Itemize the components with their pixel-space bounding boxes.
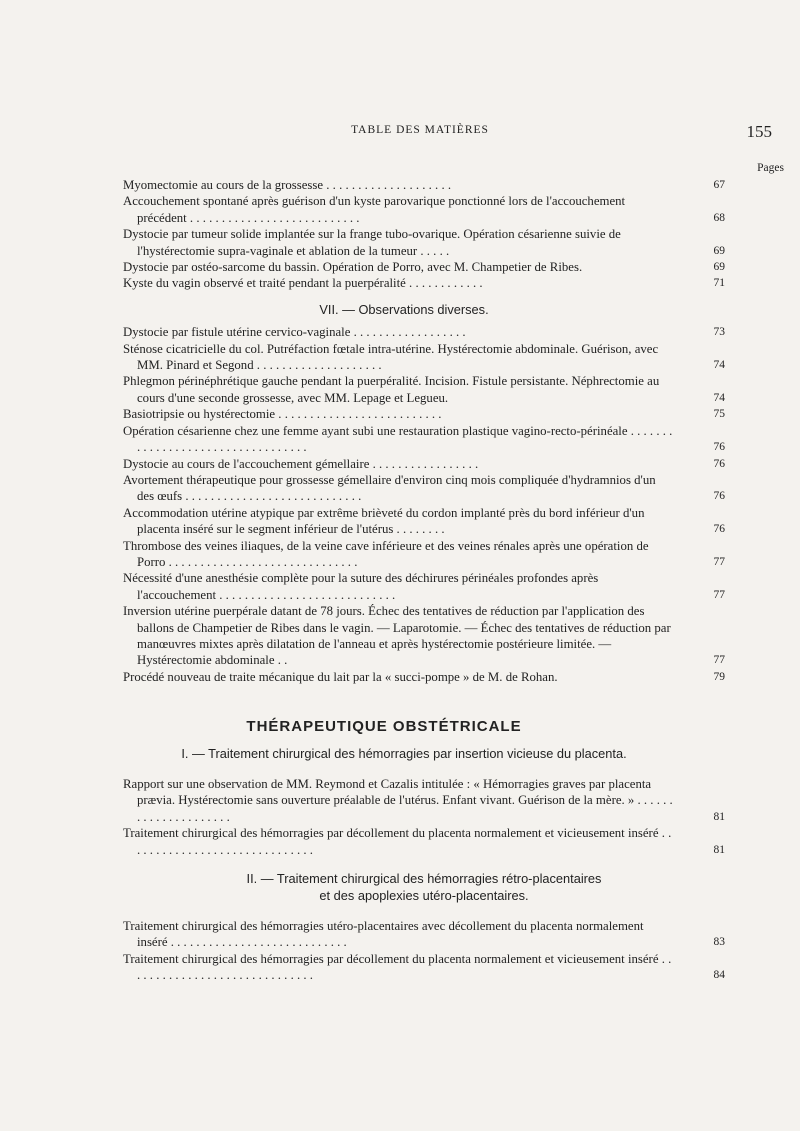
toc-entry-text: Opération césarienne chez une femme ayant subi une restauration plastique vagino-recto-périnéale . . . . . . . . . . . . . . . . . . . . . . . . . . . . . . . . . . (123, 423, 673, 455)
toc-entry (123, 406, 725, 422)
toc-entry-page: 77 (713, 588, 725, 601)
toc-entry-page: 76 (713, 523, 725, 536)
toc-entry-page: 71 (713, 277, 725, 290)
toc-entry-text: Basiotripsie ou hystérectomie . . . . . . . . . . . . . . . . . . . . . . . . . . (123, 407, 442, 422)
spacer (123, 768, 725, 776)
toc-entry-text: Traitement chirurgical des hémorragies par décollement du placenta normalement et vicieusement inséré . . . . . . . . . . . . . . . . . . . . . . . . . . . . . . (123, 951, 672, 983)
toc-entry-page: 67 (713, 179, 725, 191)
section-heading-ii-line2: et des apoplexies utéro-placentaires. (319, 888, 529, 904)
toc-entry-text: Dystocie au cours de l'accouchement gémellaire . . . . . . . . . . . . . . . . . (123, 456, 479, 471)
toc-entry-page: 84 (713, 969, 725, 982)
toc-entry-page: 81 (713, 843, 725, 856)
pages-column-label: Pages (757, 162, 784, 174)
toc-group-i (123, 776, 725, 858)
toc-entry-page: 73 (713, 326, 725, 339)
toc-group-1 (123, 177, 725, 292)
toc-content (123, 177, 725, 984)
toc-group-ii (123, 918, 725, 984)
toc-entry (123, 226, 725, 259)
toc-entry-page: 75 (713, 408, 725, 421)
toc-group-vii (123, 324, 725, 685)
toc-entry (123, 259, 725, 275)
toc-entry-text: Traitement chirurgical des hémorragies par décollement du placenta normalement et vicieusement inséré . . . . . . . . . . . . . . . . . . . . . . . . . . . . . . (123, 826, 672, 857)
toc-entry-text: Inversion utérine puerpérale datant de 78 jours. Échec des tentatives de réduction par l'application des ballons de Champetier de Ribes dans le vagin. — Laparotomie. — Échec des tentatives de réduction par manœuvres mixtes après dilatation de l'anneau et après hystérectomie postérieure limitée. — Hystérectomie abdominale . . (123, 604, 671, 668)
toc-entry-text: Traitement chirurgical des hémorragies utéro-placentaires avec décollement du placenta normalement inséré . . . . . . . . . . . . . . . . . . . . . . . . . . . . (123, 919, 644, 950)
toc-entry-page: 76 (713, 441, 725, 454)
toc-entry-text: Phlegmon périnéphrétique gauche pendant la puerpéralité. Incision. Fistule persistante. Néphrectomie au cours d'une seconde grossesse, avec MM. Lepage et Legueu. (123, 374, 660, 405)
toc-entry (123, 324, 725, 340)
toc-entry (123, 193, 725, 226)
toc-entry-page: 74 (713, 359, 725, 372)
toc-entry-page: 81 (713, 810, 725, 823)
toc-entry-text: Dystocie par ostéo-sarcome du bassin. Opération de Porro, avec M. Champetier de Ribes. (123, 260, 583, 275)
section-heading-ii-line1: II. — Traitement chirurgical des hémorragies rétro-placentaires (246, 871, 602, 887)
part-title: THÉRAPEUTIQUE OBSTÉTRICALE (246, 718, 522, 736)
toc-entry-text: Avortement thérapeutique pour grossesse gémellaire d'environ cinq mois compliquée d'hydramnios d'un des œufs . . . . . . . . . . . . . . . . . . . . . . . . . . . . (123, 472, 656, 504)
toc-entry (123, 423, 725, 456)
toc-entry-text: Nécessité d'une anesthésie complète pour la suture des déchirures périnéales profondes après l'accouchement . . . . . . . . . . . . . . . . . . . . . . . . . . . . (123, 571, 599, 602)
section-heading-vii: VII. — Observations diverses. (319, 301, 489, 317)
running-head (0, 122, 800, 142)
toc-entry-page: 69 (713, 244, 725, 257)
toc-entry-text: Accommodation utérine atypique par extrême brièveté du cordon implanté près du bord inférieur d'un placenta inséré sur le segment inférieur de l'utérus . . . . . . . . (123, 505, 645, 537)
toc-entry (123, 825, 725, 858)
toc-entry-page: 77 (713, 654, 725, 667)
toc-entry (123, 538, 725, 571)
toc-entry-text: Thrombose des veines iliaques, de la veine cave inférieure et des veines rénales après une opération de Porro . . . . . . . . . . . . . . . . . . . . . . . . . . . . . . (123, 538, 649, 569)
toc-entry-text: Procédé nouveau de traite mécanique du lait par la « succi-pompe » de M. de Rohan. (123, 669, 558, 684)
toc-entry (123, 669, 725, 685)
toc-entry (123, 918, 725, 951)
toc-entry-page: 79 (713, 670, 725, 683)
toc-entry-text: Myomectomie au cours de la grossesse . . . . . . . . . . . . . . . . . . . . (123, 178, 452, 192)
toc-entry-text: Accouchement spontané après guérison d'un kyste parovarique ponctionné lors de l'accouchement précédent . . . . . . . . . . . . . . . . . . . . . . . . . . . (123, 194, 626, 225)
toc-entry-page: 76 (713, 490, 725, 503)
page-number: 155 (746, 122, 772, 141)
toc-entry-page: 68 (713, 211, 725, 224)
toc-entry (123, 177, 725, 193)
toc-entry (123, 456, 725, 472)
toc-entry (123, 373, 725, 406)
toc-entry (123, 505, 725, 538)
section-heading-i: I. — Traitement chirurgical des hémorragies par insertion vicieuse du placenta. (181, 745, 627, 761)
toc-entry (123, 472, 725, 505)
toc-entry-text: Dystocie par fistule utérine cervico-vaginale . . . . . . . . . . . . . . . . . . (123, 325, 466, 340)
section-heading-ii (123, 870, 725, 904)
toc-entry-text: Kyste du vagin observé et traité pendant la puerpéralité . . . . . . . . . . . . (123, 276, 483, 291)
toc-entry (123, 776, 725, 825)
toc-entry-page: 77 (713, 555, 725, 568)
toc-entry (123, 951, 725, 984)
toc-entry (123, 570, 725, 603)
toc-entry-text: Rapport sur une observation de MM. Reymond et Cazalis intitulée : « Hémorragies graves par placenta prævia. Hystérectomie sans ouverture préalable de l'utérus. Enfant vivant. Guérison de la mère. » . . . . . . . . . . . . . . . . . . . . . (123, 777, 673, 824)
running-title: TABLE DES MATIÈRES (351, 124, 489, 136)
toc-entry (123, 603, 725, 669)
toc-entry-text: Sténose cicatricielle du col. Putréfaction fœtale intra-utérine. Hystérectomie abdominale. Guérison, avec MM. Pinard et Segond . . . . . . . . . . . . . . . . . . . . (123, 341, 659, 373)
toc-entry (123, 341, 725, 374)
toc-entry-text: Dystocie par tumeur solide implantée sur la frange tubo-ovarique. Opération césarienne suivie de l'hystérectomie supra-vaginale et ablation de la tumeur . . . . . (123, 227, 621, 258)
toc-entry-page: 76 (713, 457, 725, 470)
toc-entry (123, 275, 725, 291)
toc-entry-page: 83 (713, 936, 725, 949)
toc-entry-page: 69 (713, 261, 725, 274)
toc-entry-page: 74 (713, 391, 725, 404)
